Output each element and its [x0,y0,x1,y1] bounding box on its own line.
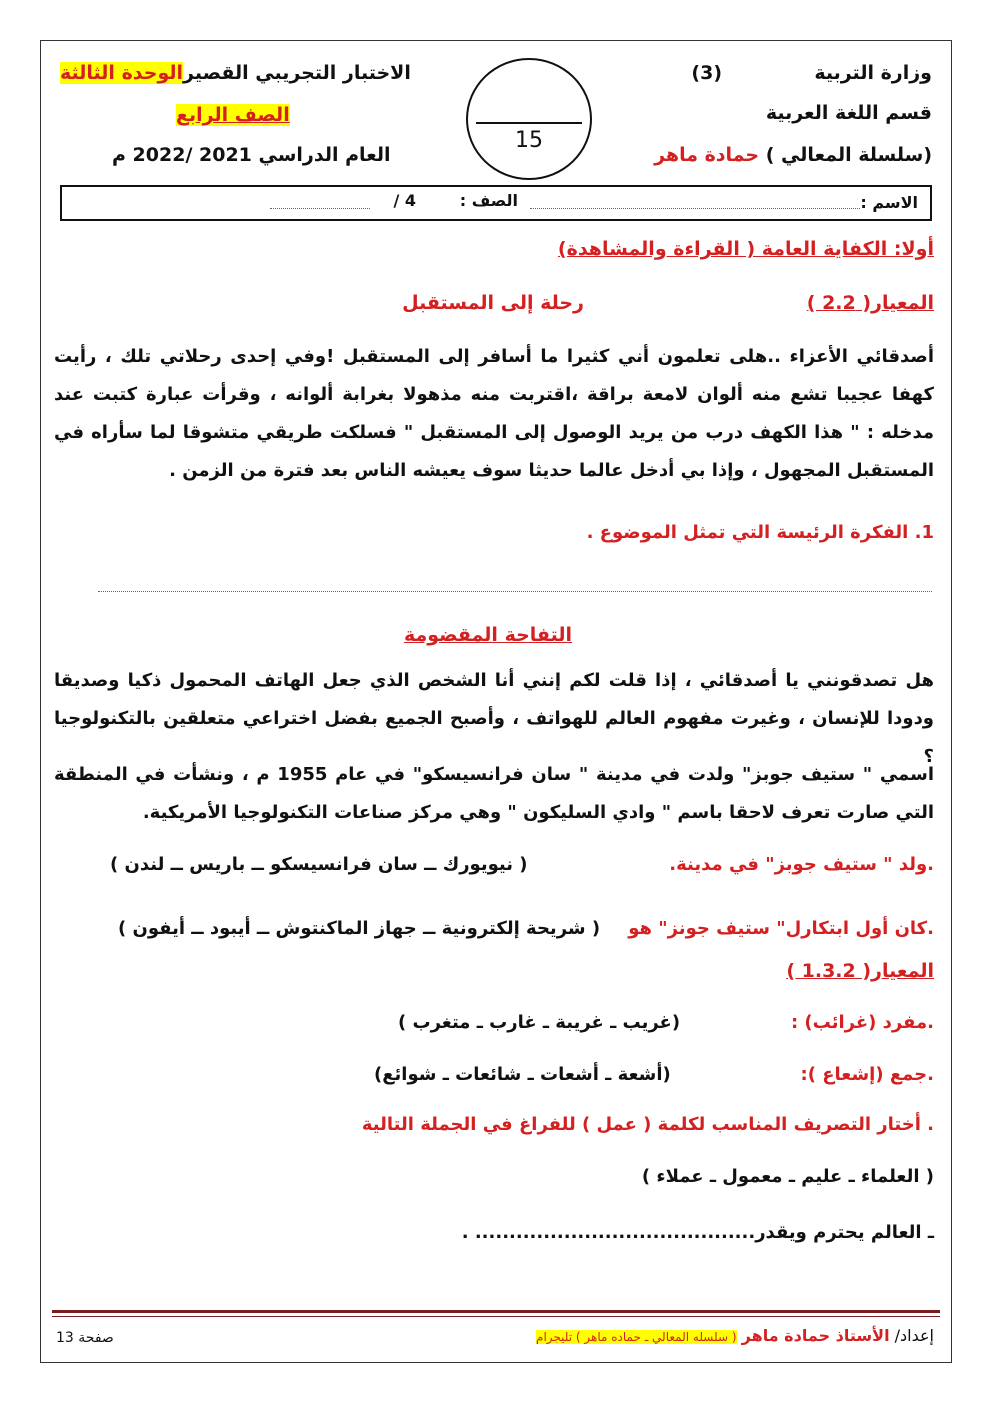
name-box [60,185,932,221]
ministry-label: وزارة التربية [814,62,932,84]
footer-prepared-by: إعداد/ [894,1326,934,1345]
question-main-idea: 1. الفكرة الرئيسة التي تمثل الموضوع . [586,522,934,543]
question-born: .ولد " ستيف جوبز" في مدينة. [669,854,934,875]
score-circle [466,58,592,180]
story2-paragraph2: اسمي " ستيف جوبز" ولدت في مدينة " سان فرانسيسكو" في عام 1955 م ، ونشأت في المنطقة التي صارت تعرف لاحقا باسم " وادي السليكون " وهي مركز صناعات التكنولوجيا الأمريكية. [54,764,934,823]
answer-line[interactable] [98,590,932,592]
question-invention: .كان أول ابتكارل" ستيف جونز" هو [628,918,934,939]
question-born-options: ( نيويورك ــ سان فرانسيسكو ــ باريس ــ لندن ) [110,854,528,875]
conjugation-sentence: ـ العالم يحترم ويقدر......................................... . [461,1222,934,1243]
question-invention-options: ( شريحة إلكترونية ــ جهاز الماكنتوش ــ أيبود ــ أيفون ) [118,918,601,939]
page-number: صفحة 13 [56,1330,114,1346]
exam-title-line [60,62,411,84]
class-value: 4 / [393,191,416,210]
department-label: قسم اللغة العربية [765,102,932,124]
section1-title: أولا: الكفاية العامة ( القراءة والمشاهدة) [557,238,934,260]
teacher-name: حمادة ماهر [654,144,760,166]
criterion-1-3-2: المعيار( 1.3.2 ) [786,960,934,982]
story-paragraph: أصدقائي الأعزاء ..هلى تعلمون أني كثيرا ما أسافر إلى المستقبل !وفي إحدى رحلاتي تلك ، رأيت كهفا عجيبا تشع منه ألوان لامعة براقة ،اقتربت منه مذهولا بغرابة ألوانه ، وقرأت عبارة كتبت عند مدخله : " هذا الكهف درب من يريد الوصول إلى المستقبل " فسلكت طريقي متشوقا لما سأراه في المستقبل المجهول ، وإذا بي أدخل عالما حديثا سوف يعيشه الناس بعد فترة من الزمن . [54,346,934,481]
test-number: (3) [691,62,722,84]
name-label: الاسم : [860,193,918,212]
footer-rule-thin [52,1316,940,1317]
year-value: 2021 /2022 م [112,144,252,166]
score-divider [476,122,582,124]
question-plural-options: (أشعة ـ أشعات ـ شائعات ـ شوائع) [374,1064,671,1085]
class-section-field[interactable] [270,207,370,209]
question-singular: .مفرد (غرائب) : [790,1012,934,1033]
question-singular-options: (غريب ـ غريبة ـ غارب ـ متغرب ) [398,1012,681,1033]
class-label: الصف : [459,191,518,210]
series-label: (سلسلة المعالي ) [765,144,932,166]
question-conjugation-options: ( العلماء ـ عليم ـ معمول ـ عملاء ) [641,1166,934,1187]
footer-credit [536,1326,934,1345]
year-label: العام الدراسي [258,144,391,166]
story2-title: التفاحة المقضومة [403,624,572,646]
name-field[interactable] [530,207,860,209]
year-line [112,144,391,166]
question-conjugation: . أختار التصريف المناسب لكلمة ( عمل ) للفراغ في الجملة التالية [361,1114,934,1135]
footer-channel: ( سلسله المعالي ـ حماده ماهر ) تليجرام [536,1330,737,1344]
question-plural: .جمع (إشعاع ): [800,1064,934,1085]
grade-label: الصف الرابع [176,104,290,126]
series-line [654,144,932,166]
exam-title: الاختبار التجريبي القصير [183,62,411,84]
story2-paragraph1: هل تصدقونني يا أصدقائي ، إذا قلت لكم إنني أنا الشخص الذي جعل الهاتف المحمول ذكيا وصديقا ودودا للإنسان ، وغيرت مفهوم العالم للهواتف ، وأصبح الجميع بفضل اختراعي متعلقين بالتكنولوجيا ؟ [54,670,934,767]
footer-rule [52,1310,940,1313]
story-title: رحلة إلى المستقبل [402,292,584,314]
criterion-2-2: المعيار( 2.2 ) [806,292,934,314]
score-total: 15 [515,128,543,153]
footer-teacher: الأستاذ حمادة ماهر [741,1326,890,1345]
unit-label: الوحدة الثالثة [60,62,184,84]
